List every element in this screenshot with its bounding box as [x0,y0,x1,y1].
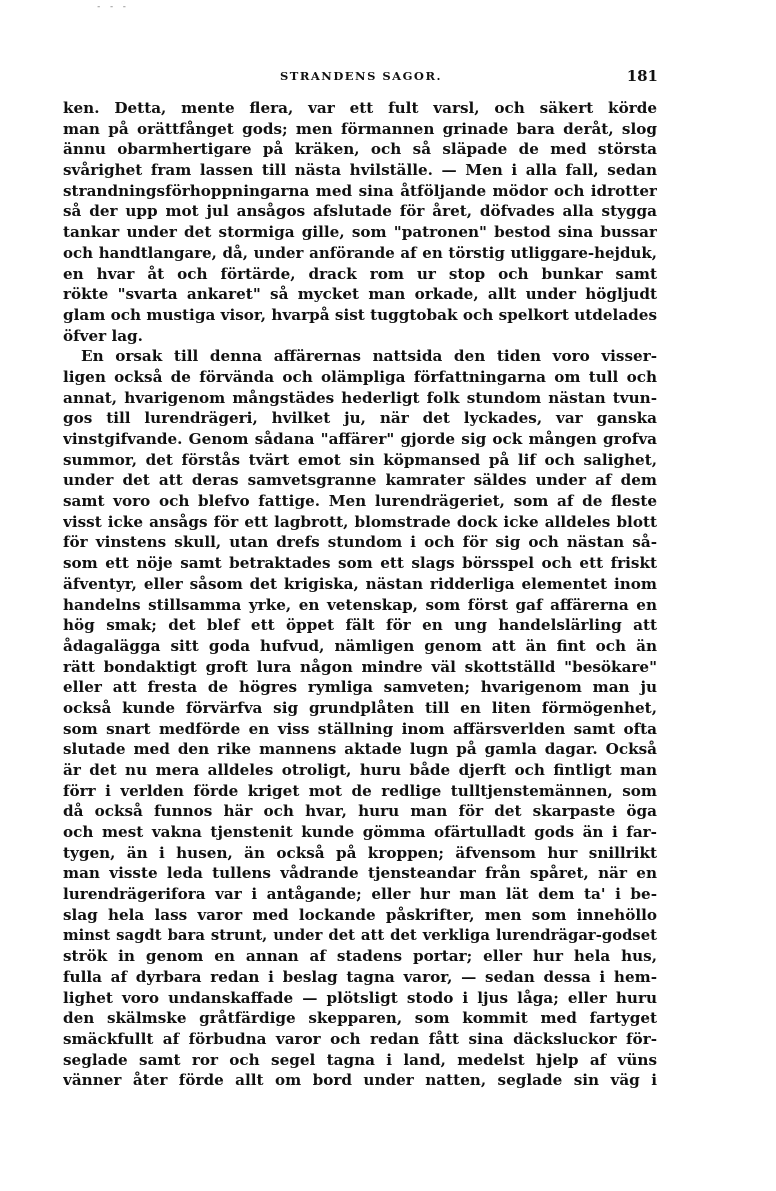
text-line: ligen också de förvända och olämpliga författningarna om tull och [63,367,657,386]
text-line: under det att deras samvetsgranne kamrater säldes under af dem [63,471,657,490]
text-line: seglade samt ror och segel tagna i land, medelst hjelp af vüns [63,1050,657,1069]
text-line: äfventyr, eller såsom det krigiska, nästan ridderliga elementet inom [63,574,657,593]
body-text [63,98,657,1091]
text-line: ådagalägga sitt goda hufvud, nämligen genom att än fint och än [63,636,657,655]
text-line: en hvar åt och förtärde, drack rom ur stop och bunkar samt [63,264,657,283]
text-line: vinstgifvande. Genom sådana "affärer" gjorde sig ock mången grofva [63,430,657,448]
text-line: och mest vakna tjenstenit kunde gömma ofärtulladt gods än i far- [63,823,657,842]
text-line: lighet voro undanskaffade — plötsligt stodo i ljus låga; eller huru [63,988,657,1007]
page-header [64,67,658,89]
text-line: smäckfullt af förbudna varor och redan fått sina däcksluckor för- [63,1029,657,1048]
text-line: så der upp mot jul ansågos afslutade för året, döfvades alla stygga [63,202,657,221]
text-line: En orsak till denna affärernas nattsida den tiden voro visser- [81,347,657,366]
text-line: strandningsförhoppningarna med sina åtföljande mödor och idrotter [63,181,657,200]
text-line: ännu obarmhertigare på kräken, och så släpade de med största [63,140,657,159]
text-line: slutade med den rike mannens aktade lugn på gamla dagar. Också [63,740,657,759]
text-line: rätt bondaktigt groft lura någon mindre väl skottställd "besökare" [63,657,657,676]
text-line: man på orättfånget gods; men förmannen grinade bara deråt, slog [63,119,657,138]
text-line: är det nu mera alldeles otroligt, huru både djerft och fintligt man [63,761,657,779]
page-number: 181 [626,67,658,85]
text-line: öfver lag. [63,326,143,345]
page-speck-mark: - - - [96,2,129,12]
text-line: lurendrägerifora var i antågande; eller hur man lät dem ta' i be- [63,885,657,904]
text-line: vänner åter förde allt om bord under natten, seglade sin väg i [63,1071,657,1090]
text-line: glam och mustiga visor, hvarpå sist tuggtobak och spelkort utdelades [63,305,657,324]
text-line: då också funnos här och hvar, huru man för det skarpaste öga [63,802,657,821]
text-line: hög smak; det blef ett öppet fält för en ung handelslärling att [63,616,657,635]
text-line: samt voro och blefvo fattige. Men lurendrägeriet, som af de fleste [63,492,657,511]
text-line: handelns stillsamma yrke, en vetenskap, som först gaf affärerna en [63,595,657,614]
text-line: förr i verlden förde kriget mot de redlige tulltjenstemännen, som [63,781,657,800]
text-line: tankar under det stormiga gille, som "patronen" bestod sina bussar [63,223,657,242]
text-line: tygen, än i husen, än också på kroppen; äfvensom hur snillrikt [63,843,657,862]
text-line: summor, det förstås tvärt emot sin köpmansed på lif och salighet, [63,450,657,469]
text-line: och handtlangare, då, under anförande af en törstig utliggare-hejduk, [63,243,657,262]
text-line: för vinstens skull, utan drefs stundom i och för sig och nästan så- [63,533,657,552]
text-line: gos till lurendrägeri, hvilket ju, när det lyckades, var ganska [63,409,657,428]
text-line: visst icke ansågs för ett lagbrott, blomstrade dock icke alldeles blott [63,512,657,531]
text-line: som snart medförde en viss ställning inom affärsverlden samt ofta [63,719,657,738]
text-line: ken. Detta, mente flera, var ett fult varsl, och säkert körde [63,99,657,117]
text-line: rökte "svarta ankaret" så mycket man orkade, allt under högljudt [63,285,657,304]
running-head: STRANDENS SAGOR. [279,69,443,83]
text-line: fulla af dyrbara redan i beslag tagna varor, — sedan dessa i hem- [63,967,657,986]
text-line: som ett nöje samt betraktades som ett slags börsspel och ett friskt [63,554,657,573]
text-line: man visste leda tullens vådrande tjensteandar från spåret, när en [63,864,657,883]
text-line: svårighet fram lassen till nästa hvilställe. — Men i alla fall, sedan [63,161,657,180]
text-line: strök in genom en annan af stadens portar; eller hur hela hus, [63,947,657,966]
text-line: eller att fresta de högres rymliga samveten; hvarigenom man ju [63,678,657,697]
text-line: också kunde förvärfva sig grundplåten till en liten förmögenhet, [63,698,657,717]
text-line: slag hela lass varor med lockande påskrifter, men som innehöllo [63,905,657,924]
text-line: annat, hvarigenom mångstädes hederligt folk stundom nästan tvun- [63,388,657,407]
text-line: den skälmske gråtfärdige skepparen, som kommit med fartyget [63,1009,657,1028]
text-line: minst sagdt bara strunt, under det att det verkliga lurendrägar-godset [63,926,657,944]
